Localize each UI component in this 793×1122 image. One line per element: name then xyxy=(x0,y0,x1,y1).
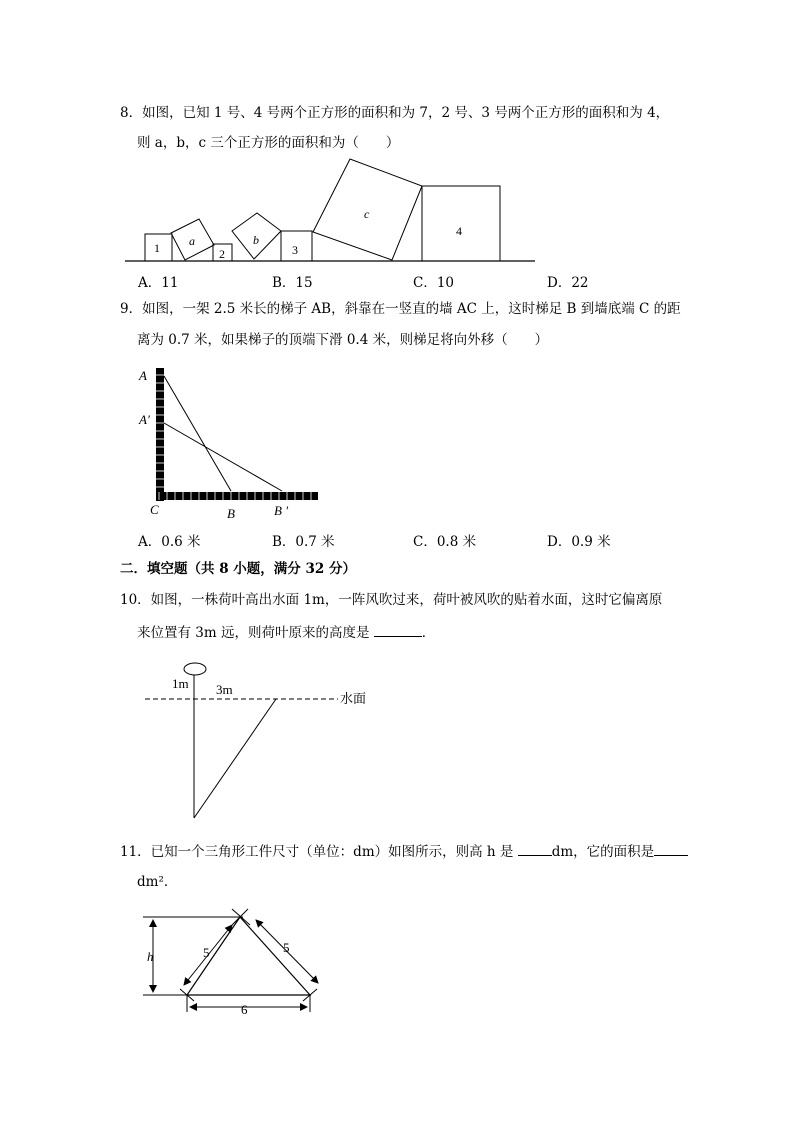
ground xyxy=(156,492,318,500)
label-3: 3 xyxy=(292,243,298,257)
q9-ladder-figure xyxy=(130,360,330,525)
q9-option-a[interactable]: A．0.6 米 xyxy=(138,534,201,550)
q11-height-blank[interactable] xyxy=(518,841,552,856)
label-1: 1 xyxy=(154,241,160,255)
q10-line1: 10．如图，一株荷叶高出水面 1m，一阵风吹过来，荷叶被风吹的贴着水面，这时它偏离原 xyxy=(120,592,663,608)
q9-option-d[interactable]: D．0.9 米 xyxy=(547,534,611,550)
label-h: h xyxy=(147,949,154,964)
label-2: 2 xyxy=(219,247,225,261)
q9-line1: 9．如图，一架 2.5 米长的梯子 AB，斜靠在一竖直的墙 AC 上，这时梯足 B 到墙底端 C 的距 xyxy=(120,301,681,317)
label-a: A xyxy=(139,368,147,383)
q8-line2: 则 a，b，c 三个正方形的面积和为（ ） xyxy=(137,135,400,151)
q8-line1: 8．如图，已知 1 号、4 号两个正方形的面积和为 7，2 号、3 号两个正方形的面积和为 4， xyxy=(120,105,670,121)
label-c: C xyxy=(150,502,159,517)
lotus-leaf xyxy=(184,663,206,675)
label-b: B xyxy=(227,506,235,521)
q9-line2: 离为 0.7 米，如果梯子的顶端下滑 0.4 米，则梯足将向外移（ ） xyxy=(137,332,549,348)
label-1m: 1m xyxy=(172,676,189,691)
label-a-prime: A' xyxy=(139,412,150,427)
q11-area-blank[interactable] xyxy=(654,841,688,856)
q11-triangle-figure xyxy=(135,900,335,1020)
section-heading: 二．填空题（共 8 小题，满分 32 分） xyxy=(120,561,356,577)
q8-squares-figure xyxy=(115,150,545,270)
label-base-6: 6 xyxy=(241,1002,248,1017)
q8-option-a[interactable]: A．11 xyxy=(138,275,179,291)
q10-line2: 来位置有 3m 远，则荷叶原来的高度是 ． xyxy=(137,622,435,643)
q9-option-b[interactable]: B．0.7 米 xyxy=(272,534,335,550)
wall xyxy=(156,368,164,501)
label-b: b xyxy=(253,233,259,247)
q8-option-b[interactable]: B．15 xyxy=(272,275,313,291)
q10-lotus-figure xyxy=(140,655,380,825)
q9-option-c[interactable]: C．0.8 米 xyxy=(413,534,477,550)
label-left-5: 5 xyxy=(203,945,210,960)
label-3m: 3m xyxy=(216,682,233,697)
q11-line1: 11．已知一个三角形工件尺寸（单位：dm）如图所示，则高 h 是 dm，它的面积是 xyxy=(120,841,688,862)
ladder-ab xyxy=(164,376,231,491)
label-4: 4 xyxy=(456,224,462,238)
label-a: a xyxy=(189,234,195,248)
blown-stem xyxy=(194,699,276,818)
ladder-a1b1 xyxy=(164,423,282,491)
q8-option-c[interactable]: C．10 xyxy=(413,275,455,291)
q8-option-d[interactable]: D．22 xyxy=(547,275,589,291)
label-c: c xyxy=(364,207,370,221)
label-b-prime: B ' xyxy=(274,503,288,518)
q10-answer-blank[interactable] xyxy=(374,622,422,637)
q11-line2: dm²． xyxy=(137,874,178,890)
label-water: 水面 xyxy=(340,691,367,706)
label-right-5: 5 xyxy=(283,940,290,955)
